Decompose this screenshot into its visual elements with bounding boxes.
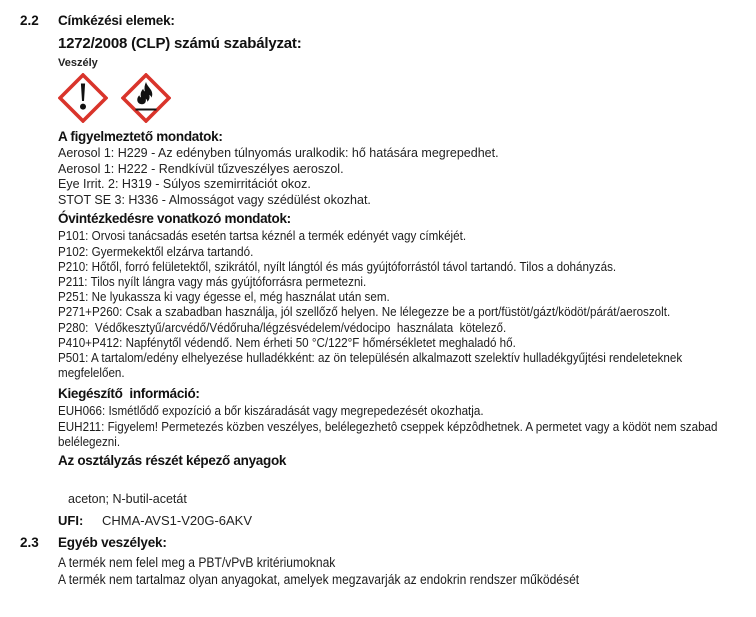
ufi-row (58, 513, 748, 528)
signal-word: Veszély (58, 57, 98, 69)
euh-statement: EUH211: Figyelem! Permetezés közben veszélyes, belélegezhetô cseppek képzôdhetnek. A permetet vagy a ködöt nem szabad belélegezni. (58, 418, 721, 449)
ghs02-flame-icon (121, 73, 171, 123)
section-number: 2.3 (20, 535, 39, 551)
precautionary-statement: P251: Ne lyukassza ki vagy égesse el, még használat után sem. (58, 289, 390, 305)
section-2-2-heading (0, 13, 756, 28)
other-hazard-line: A termék nem tartalmaz olyan anyagokat, amelyek megzavarják az endokrin rendszer működését (58, 571, 580, 587)
precautionary-statement: P211: Tilos nyílt lángra vagy más gyújtóforrásra permetezni. (58, 273, 367, 289)
clp-regulation-heading: 1272/2008 (CLP) számú szabályzat: (58, 35, 302, 52)
precautionary-statement: P271+P260: Csak a szabadban használja, jól szellőző helyen. Ne lélegezze be a port/füstöt/gázt/ködöt/párát/aeroszolt. (58, 304, 671, 320)
other-hazards (58, 555, 749, 588)
section-title: Egyéb veszélyek: (58, 535, 167, 551)
section-number: 2.2 (20, 13, 39, 28)
hazard-statements (58, 146, 748, 208)
euh-statement: EUH066: Ismétlődő expozíció a bőr kiszáradását vagy megrepedezését okozhatja. (58, 403, 484, 419)
hazard-statements-heading: A figyelmeztető mondatok: (58, 129, 223, 144)
section-title: Címkézési elemek: (58, 13, 175, 28)
precautionary-statement: P410+P412: Napfénytől védendő. Nem érheti 50 °C/122°F hőmérsékletet meghaladó hő. (58, 334, 516, 350)
section-2-2-content (58, 35, 748, 528)
other-hazard-line: A termék nem felel meg a PBT/vPvB kritériumoknak (58, 555, 336, 571)
euh-statements (58, 403, 749, 449)
classification-substances-heading: Az osztályzás részét képező anyagok (58, 453, 287, 469)
ghs-pictograms (58, 73, 748, 123)
section-2-3-heading (0, 535, 756, 550)
hazard-statement: Eye Irrit. 2: H319 - Súlyos szemirritációt okoz. (58, 177, 311, 192)
ghs07-exclamation-icon (58, 73, 108, 123)
hazard-statement: Aerosol 1: H222 - Rendkívül tűzveszélyes aeroszol. (58, 161, 344, 176)
ufi-label: UFI: (58, 513, 84, 529)
precautionary-statements (58, 228, 749, 380)
hazard-statement: Aerosol 1: H229 - Az edényben túlnyomás uralkodik: hő hatására megrepedhet. (58, 146, 499, 160)
precautionary-statements-heading: Óvintézkedésre vonatkozó mondatok: (58, 211, 291, 227)
substances-list: aceton; N-butil-acetát (68, 492, 187, 507)
precautionary-statement: P280: Védőkesztyű/arcvédő/Védőruha/légzésvédelem/védocipo használata kötelező. (58, 319, 507, 335)
hazard-statement: STOT SE 3: H336 - Almosságot vagy szédülést okozhat. (58, 192, 371, 207)
ufi-value: CHMA-AVS1-V20G-6AKV (102, 513, 253, 529)
precautionary-statement: P501: A tartalom/edény elhelyezése hulladékként: az ön településén alkalmazott szelektív hulladékgyűjtési rendeleteknek megfelelően. (58, 350, 686, 381)
precautionary-statement: P210: Hőtől, forró felületektől, szikrától, nyílt lángtól és más gyújtóforrástól távol tartandó. Tilos a dohányzás. (58, 258, 617, 274)
precautionary-statement: P101: Orvosi tanácsadás esetén tartsa kéznél a termék edényét vagy címkéjét. (58, 228, 467, 244)
precautionary-statement: P102: Gyermekektől elzárva tartandó. (58, 243, 254, 259)
supplementary-info-heading: Kiegészítő információ: (58, 386, 200, 402)
